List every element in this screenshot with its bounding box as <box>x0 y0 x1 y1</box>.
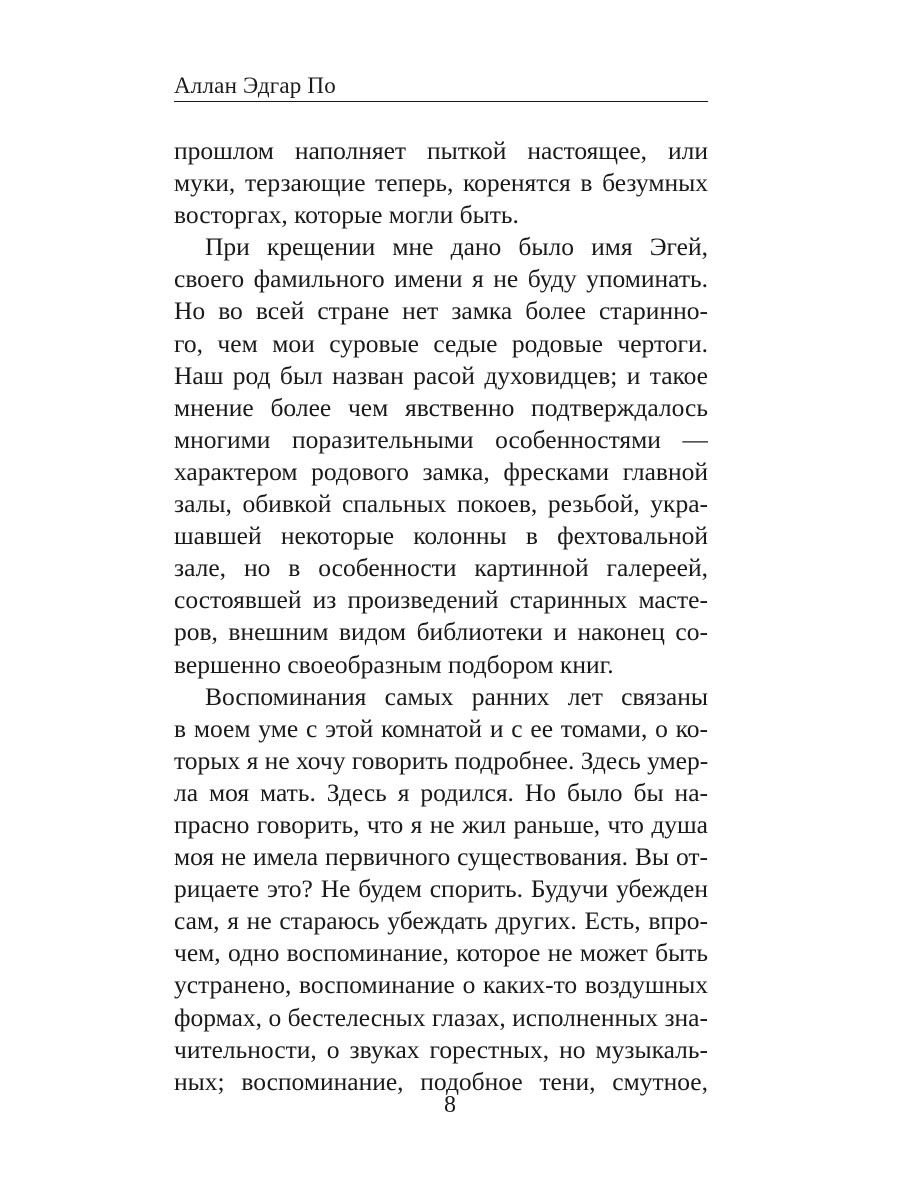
text-line: мнение более чем явственно подтверждалось <box>174 392 708 422</box>
text-line: залы, обивкой спальных покоев, резьбой, укра- <box>174 489 708 519</box>
text-line: При крещении мне дано было имя Эгей, <box>205 232 708 262</box>
text-line: формах, о бестелесных глазах, исполненных зна- <box>174 1002 708 1032</box>
page-number: 8 <box>444 1092 456 1118</box>
text-line: многими поразительными особенностями — <box>174 424 708 454</box>
text-line: рицаете это? Не будем спорить. Будучи убежден <box>174 874 708 904</box>
text-line: муки, терзающие теперь, коренятся в безумных <box>174 168 708 198</box>
header-rule <box>174 101 708 102</box>
text-line: шавшей некоторые колонны в фехтовальной <box>174 521 708 551</box>
text-line: прошлом наполняет пыткой настоящее, или <box>174 136 708 165</box>
text-line: чительности, о звуках горестных, но музыкаль- <box>174 1034 708 1064</box>
text-line: Наш род был назван расой духовидцев; и такое <box>174 360 708 390</box>
body-text <box>174 135 708 1098</box>
text-line: в моем уме с этой комнатой и с ее томами, о ко- <box>174 713 708 743</box>
text-line: моя не имела первичного существования. Вы от- <box>174 842 708 872</box>
text-line: Но во всей стране нет замка более старинно- <box>174 296 708 326</box>
text-line: характером родового замка, фресками главной <box>174 456 708 486</box>
text-line: устранено, воспоминание о каких-то воздушных <box>174 970 708 1000</box>
text-line: своего фамильного имени я не буду упоминать. <box>174 264 708 294</box>
text-line: чем, одно воспоминание, которое не может быть <box>174 938 708 968</box>
text-line: го, чем мои суровые седые родовые чертоги. <box>174 328 708 358</box>
text-line: ров, внешним видом библиотеки и наконец со- <box>174 617 708 647</box>
running-head: Аллан Эдгар По <box>174 73 336 98</box>
text-line: ла моя мать. Здесь я родился. Но было бы на- <box>174 777 708 807</box>
text-line: торых я не хочу говорить подробнее. Здесь умер- <box>174 745 708 775</box>
text-line: вершенно своеобразным подбором книг. <box>174 649 614 679</box>
text-line: состоявшей из произведений старинных масте- <box>174 585 708 615</box>
text-line: сам, я не стараюсь убеждать других. Есть, впро- <box>174 906 708 936</box>
text-line: восторгах, которые могли быть. <box>174 200 519 230</box>
text-line: зале, но в особенности картинной галереей, <box>174 553 708 583</box>
text-line: прасно говорить, что я не жил раньше, что душа <box>174 809 708 839</box>
text-line: ных; воспоминание, подобное тени, смутное, <box>174 1066 708 1096</box>
text-line: Воспоминания самых ранних лет связаны <box>205 681 708 711</box>
